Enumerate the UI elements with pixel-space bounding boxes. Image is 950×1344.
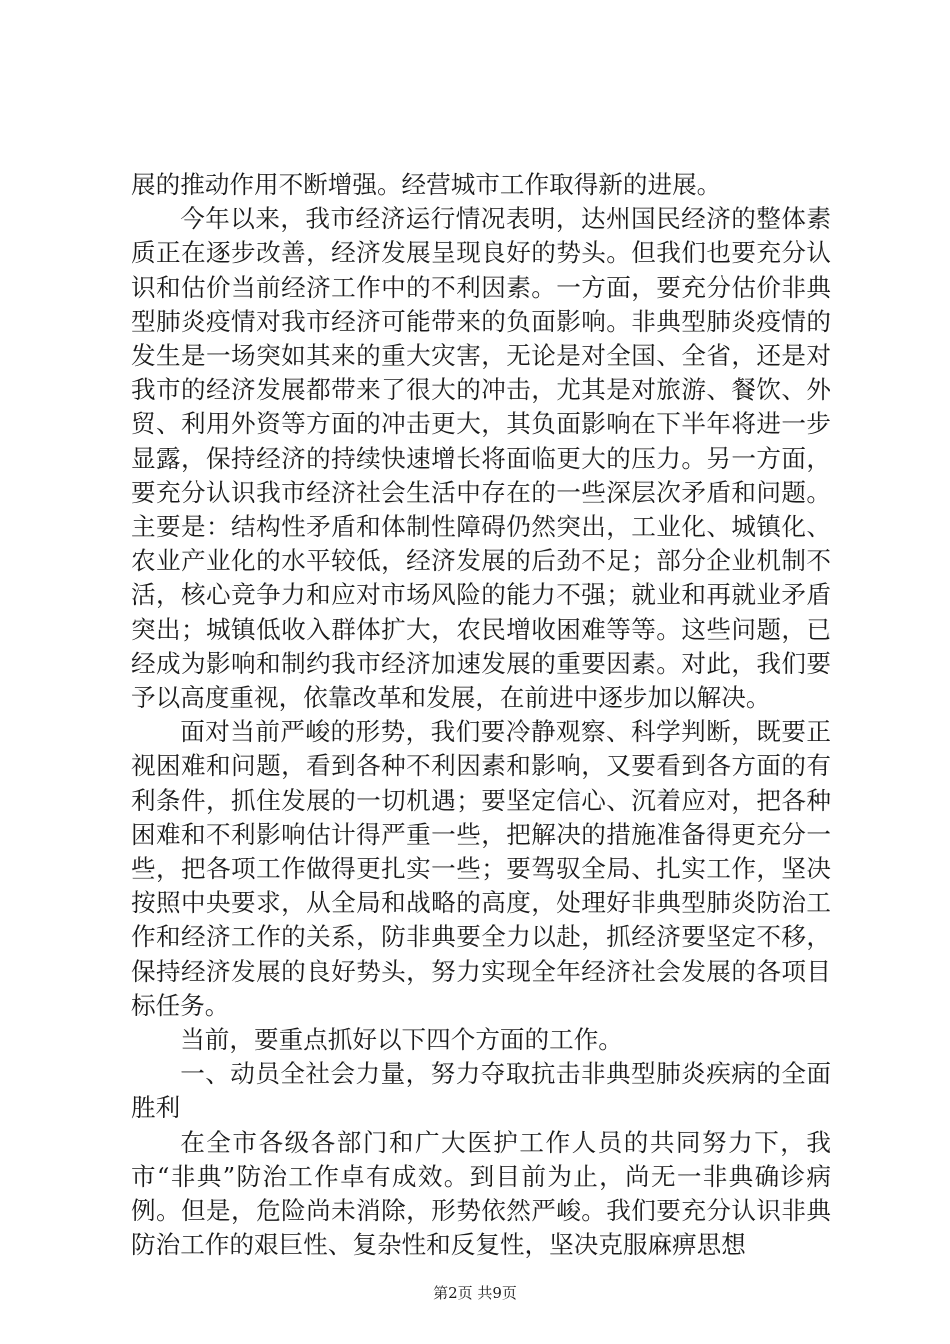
document-body — [131, 168, 831, 1263]
paragraph-5: 在全市各级各部门和广大医护工作人员的共同努力下，我市“非典”防治工作卓有成效。到目前为止，尚无一非典确诊病例。但是，危险尚未消除，形势依然严峻。我们要充分认识非典防治工作的艰巨性、复杂性和反复性，坚决克服麻痹思想 — [131, 1127, 831, 1260]
paragraph-2: 今年以来，我市经济运行情况表明，达州国民经济的整体素质正在逐步改善，经济发展呈现良好的势头。但我们也要充分认识和估价当前经济工作中的不利因素。一方面，要充分估价非典型肺炎疫情对我市经济可能带来的负面影响。非典型肺炎疫情的发生是一场突如其来的重大灾害，无论是对全国、全省，还是对我市的经济发展都带来了很大的冲击，尤其是对旅游、餐饮、外贸、利用外资等方面的冲击更大，其负面影响在下半年将进一步显露，保持经济的持续快速增长将面临更大的压力。另一方面，要充分认识我市经济社会生活中存在的一些深层次矛盾和问题。主要是：结构性矛盾和体制性障碍仍然突出，工业化、城镇化、农业产业化的水平较低，经济发展的后劲不足；部分企业机制不活，核心竞争力和应对市场风险的能力不强；就业和再就业矛盾突出；城镇低收入群体扩大，农民增收困难等等。这些问题，已经成为影响和制约我市经济加速发展的重要因素。对此，我们要予以高度重视，依靠改革和发展，在前进中逐步加以解决。 — [131, 204, 831, 713]
page-footer: 第2页 共9页 — [433, 1284, 517, 1302]
paragraph-4: 当前，要重点抓好以下四个方面的工作。 — [180, 1025, 623, 1055]
paragraph-1: 展的推动作用不断增强。经营城市工作取得新的进展。 — [131, 170, 722, 199]
paragraph-3: 面对当前严峻的形势，我们要冷静观察、科学判断，既要正视困难和问题，看到各种不利因素和影响，又要看到各方面的有利条件，抓住发展的一切机遇；要坚定信心、沉着应对，把各种困难和不利影响估计得严重一些，把解决的措施准备得更充分一些，把各项工作做得更扎实一些；要驾驭全局、扎实工作，坚决按照中央要求，从全局和战略的高度，处理好非典型肺炎防治工作和经济工作的关系，防非典要全力以赴，抓经济要坚定不移，保持经济发展的良好势头，努力实现全年经济社会发展的各项目标任务。 — [131, 717, 831, 1020]
section-heading-1: 一、动员全社会力量，努力夺取抗击非典型肺炎疾病的全面胜利 — [131, 1059, 831, 1123]
